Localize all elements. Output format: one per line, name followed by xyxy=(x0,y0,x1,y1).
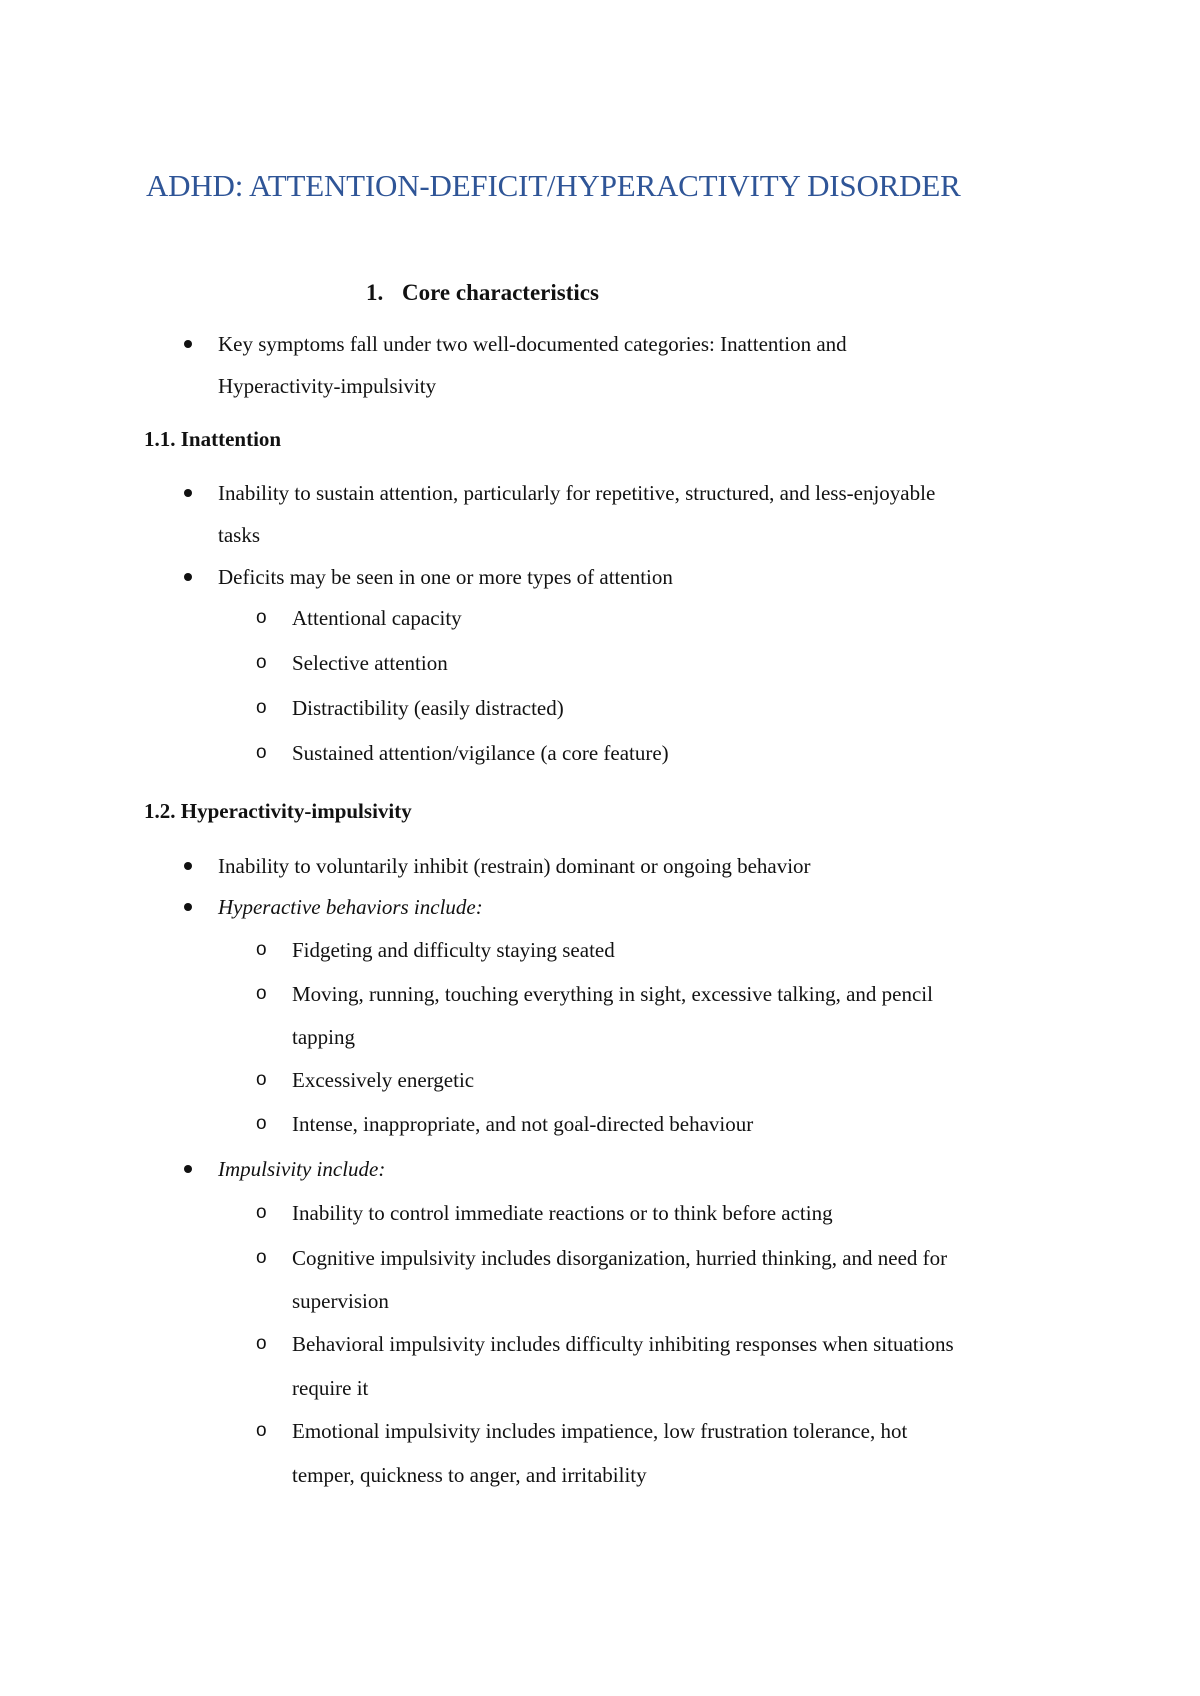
bullet-icon xyxy=(184,489,192,497)
impulsivity-item: Emotional impulsivity includes impatience, low frustration tolerance, hot xyxy=(292,1419,908,1443)
hyperactive-item: Fidgeting and difficulty staying seated xyxy=(292,938,615,962)
sub-bullet-icon: o xyxy=(256,983,267,1004)
sub-bullet-icon: o xyxy=(256,939,267,960)
document-title: ADHD: ATTENTION-DEFICIT/HYPERACTIVITY DISORDER xyxy=(146,168,961,203)
impulsivity-item: Inability to control immediate reactions or to think before acting xyxy=(292,1201,833,1225)
sub-bullet-icon: o xyxy=(256,697,267,718)
section-number: 1. xyxy=(366,280,384,305)
bullet-icon xyxy=(184,340,192,348)
sub-bullet-icon: o xyxy=(256,1333,267,1354)
attention-type-item: Attentional capacity xyxy=(292,606,462,630)
attention-type-item: Sustained attention/vigilance (a core feature) xyxy=(292,741,669,765)
attention-type-item: Distractibility (easily distracted) xyxy=(292,696,564,720)
impulsivity-item: Behavioral impulsivity includes difficulty inhibiting responses when situations xyxy=(292,1332,954,1356)
sub-bullet-icon: o xyxy=(256,1202,267,1223)
impulsivity-label: Impulsivity include: xyxy=(218,1157,386,1181)
intro-bullet-line2: Hyperactivity-impulsivity xyxy=(218,374,437,398)
inattention-bullet2: Deficits may be seen in one or more types of attention xyxy=(218,565,673,589)
sub-bullet-icon: o xyxy=(256,742,267,763)
sub-bullet-icon: o xyxy=(256,1113,267,1134)
inattention-bullet1-line1: Inability to sustain attention, particularly for repetitive, structured, and less-enjoyable xyxy=(218,481,936,505)
sub-bullet-icon: o xyxy=(256,652,267,673)
sub-bullet-icon: o xyxy=(256,1420,267,1441)
impulsivity-item: Cognitive impulsivity includes disorganization, hurried thinking, and need for xyxy=(292,1246,948,1270)
subheading-inattention: 1.1. Inattention xyxy=(144,427,282,451)
subheading-hyperactivity-impulsivity: 1.2. Hyperactivity-impulsivity xyxy=(144,799,412,823)
section-heading-core-characteristics xyxy=(366,280,599,306)
impulsivity-item-continued: require it xyxy=(292,1376,369,1400)
bullet-icon xyxy=(184,862,192,870)
intro-bullet-line1: Key symptoms fall under two well-documented categories: Inattention and xyxy=(218,332,847,356)
hyperactive-behaviors-label: Hyperactive behaviors include: xyxy=(218,895,483,919)
hyperactive-item: Intense, inappropriate, and not goal-directed behaviour xyxy=(292,1112,754,1136)
inattention-bullet1-line2: tasks xyxy=(218,523,260,547)
sub-bullet-icon: o xyxy=(256,1247,267,1268)
bullet-icon xyxy=(184,903,192,911)
hyperactivity-bullet1: Inability to voluntarily inhibit (restrain) dominant or ongoing behavior xyxy=(218,854,811,878)
hyperactive-item: Moving, running, touching everything in sight, excessive talking, and pencil xyxy=(292,982,933,1006)
impulsivity-item-continued: supervision xyxy=(292,1289,389,1313)
bullet-icon xyxy=(184,573,192,581)
attention-type-item: Selective attention xyxy=(292,651,448,675)
bullet-icon xyxy=(184,1165,192,1173)
hyperactive-item: Excessively energetic xyxy=(292,1068,475,1092)
hyperactive-item-continued: tapping xyxy=(292,1025,355,1049)
sub-bullet-icon: o xyxy=(256,607,267,628)
impulsivity-item-continued: temper, quickness to anger, and irritability xyxy=(292,1463,647,1487)
section-title: Core characteristics xyxy=(402,280,599,305)
sub-bullet-icon: o xyxy=(256,1069,267,1090)
